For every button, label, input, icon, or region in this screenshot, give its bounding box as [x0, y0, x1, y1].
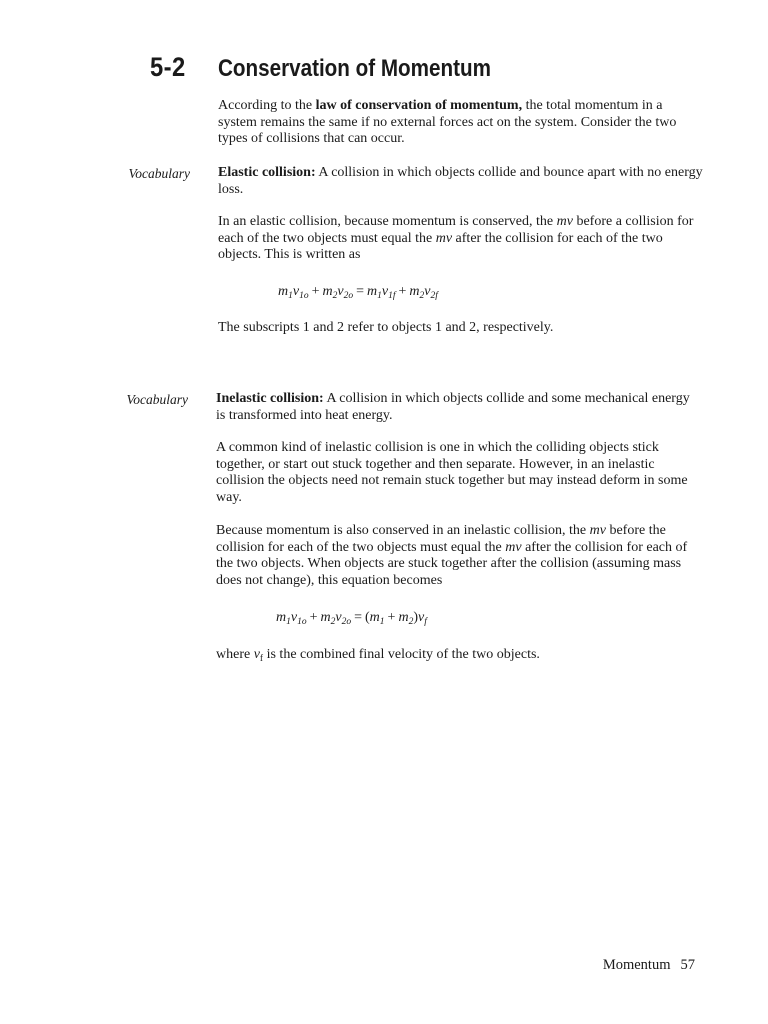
final-velocity-note: [216, 647, 702, 664]
inelastic-definition: [216, 391, 702, 424]
inelastic-equation: [276, 610, 427, 626]
page-number: 57: [680, 957, 695, 973]
intro-paragraph: [218, 98, 704, 148]
intro-bold-term: law of conservation of momentum,: [315, 98, 523, 113]
eq-sub: 2f: [430, 291, 438, 301]
eq-sub: 1o: [299, 291, 309, 301]
text-run: after the collision for each of the two objects. This is written as: [218, 230, 663, 262]
margin-label-vocabulary-inelastic: Vocabulary: [126, 392, 188, 407]
eq-paren: ): [413, 610, 418, 625]
velocity-variable: v: [253, 647, 260, 662]
eq-operator: +: [398, 284, 407, 299]
subscript-note: The subscripts 1 and 2 refer to objects 1 and 2, respectively.: [218, 320, 554, 335]
text-run: Because momentum is also conserved in an inelastic collision, the: [216, 523, 590, 538]
eq-var: v: [418, 610, 425, 625]
mv-variable: mv: [505, 539, 522, 555]
intro-text-before: According to the: [218, 98, 316, 113]
text-run: before a collision for each of the two objects must equal the: [218, 214, 694, 246]
elastic-explanation: [218, 214, 704, 264]
inelastic-term: Inelastic collision:: [216, 391, 324, 406]
mv-variable: mv: [435, 230, 453, 246]
eq-var: m: [398, 610, 409, 625]
footer-chapter: Momentum: [602, 957, 671, 973]
eq-sub: 1: [379, 617, 385, 627]
section-number: 5-2: [150, 52, 186, 82]
eq-var: m: [276, 610, 287, 625]
eq-sub: 2: [332, 291, 338, 301]
inelastic-explanation: [216, 523, 702, 589]
eq-operator: =: [354, 610, 362, 625]
eq-operator: +: [311, 284, 320, 299]
eq-var: m: [367, 284, 378, 299]
eq-paren: (: [365, 610, 370, 625]
elastic-definition-text: A collision in which objects collide and bounce apart with no energy loss.: [218, 165, 703, 197]
eq-operator: =: [356, 284, 364, 299]
text-run: after the collision for each of the two objects. When objects are stuck together after the collision (assuming mass does not change), this equation becomes: [216, 539, 688, 588]
text-run: where: [216, 647, 254, 662]
mv-variable: mv: [556, 214, 573, 229]
eq-sub: 1: [288, 291, 293, 301]
eq-var: v: [424, 284, 431, 299]
intro-text-after: the total momentum in a system remains the same if no external forces act on the system. Consider the two types of collisions that can occur.: [218, 98, 677, 146]
eq-var: m: [278, 284, 289, 299]
eq-sub: 2o: [343, 291, 354, 301]
text-run: is the combined final velocity of the two objects.: [263, 647, 540, 662]
elastic-definition: [218, 165, 704, 198]
eq-operator: +: [387, 610, 396, 625]
section-title: Conservation of Momentum: [218, 55, 491, 82]
eq-sub: 2: [419, 291, 425, 301]
eq-sub: 2o: [341, 617, 352, 627]
eq-var: v: [381, 284, 389, 299]
eq-var: m: [320, 610, 331, 625]
eq-sub: f: [424, 617, 427, 627]
elastic-equation: [278, 284, 438, 300]
page-footer: [603, 957, 695, 974]
eq-var: m: [369, 610, 380, 625]
inelastic-definition-text: A collision in which objects collide and some mechanical energy is transformed into heat energy.: [216, 391, 690, 423]
mv-variable: mv: [589, 523, 606, 538]
eq-sub: 1f: [388, 291, 396, 301]
eq-operator: +: [309, 610, 318, 625]
eq-sub: 2: [330, 617, 336, 627]
margin-label-vocabulary-elastic: Vocabulary: [128, 166, 190, 181]
elastic-term: Elastic collision:: [218, 165, 316, 180]
text-run: before the collision for each of the two objects must equal the: [216, 523, 666, 555]
text-run: In an elastic collision, because momentum is conserved, the: [218, 214, 557, 229]
eq-var: v: [290, 610, 298, 625]
eq-sub: 1o: [297, 617, 307, 627]
eq-var: m: [409, 284, 420, 299]
eq-var: v: [335, 610, 342, 625]
inelastic-common-paragraph: A common kind of inelastic collision is one in which the colliding objects stick together, or start out stuck together and then separate. However, in an inelastic collision the objects need not remain stuck together but may instead deform in some way.: [216, 440, 688, 505]
velocity-subscript: f: [259, 654, 264, 664]
eq-sub: 1: [377, 291, 382, 301]
eq-var: v: [292, 284, 300, 299]
eq-var: m: [322, 284, 333, 299]
eq-sub: 1: [286, 617, 291, 627]
eq-var: v: [337, 284, 344, 299]
eq-sub: 2: [408, 617, 414, 627]
